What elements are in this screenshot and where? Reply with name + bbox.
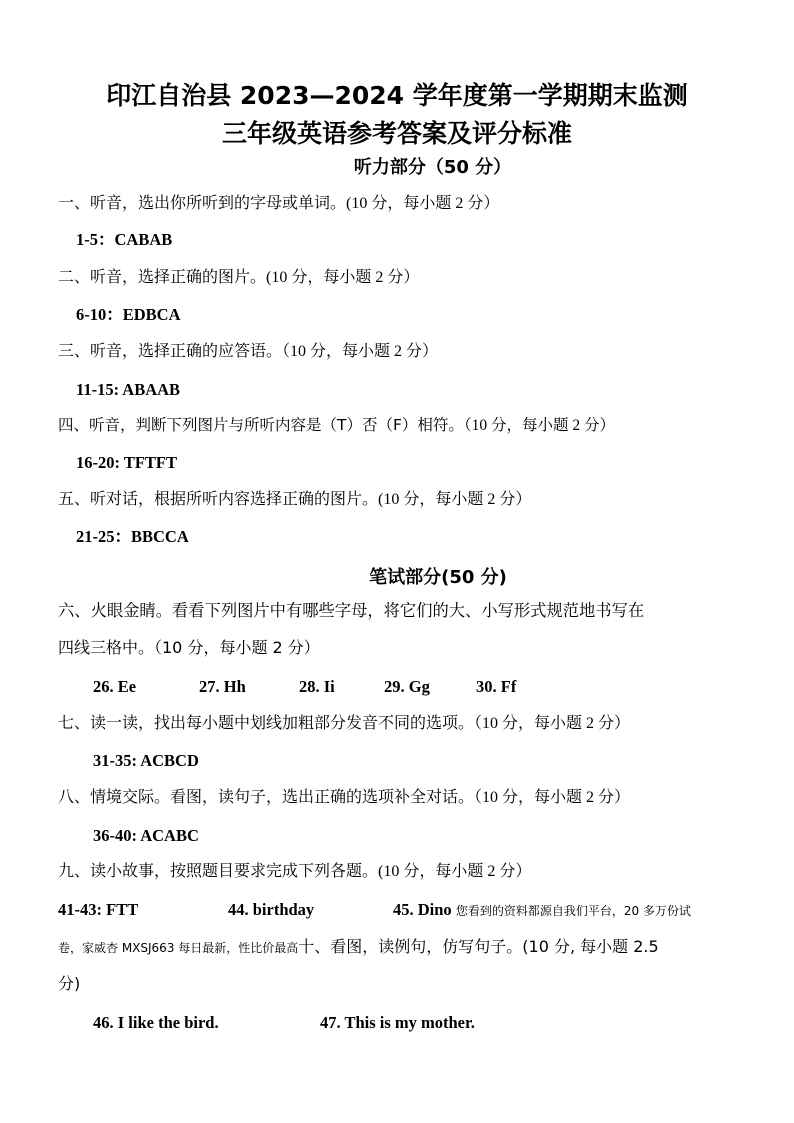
question-points: (10 分，每小题 2 分） bbox=[378, 491, 532, 508]
answer-45 bbox=[393, 900, 691, 920]
question-points: (10 分，每小题 2 分） bbox=[266, 269, 420, 286]
question-10-line bbox=[58, 936, 659, 959]
question-points: （10 分，每小题 2 分） bbox=[474, 789, 631, 806]
listening-section-title: 听力部分（50 分） bbox=[353, 157, 512, 178]
answer-29: 29. Gg bbox=[384, 677, 430, 696]
answer-4: 16-20: TFTFT bbox=[76, 453, 177, 472]
question-text: 三、听音，选择正确的应答语。 bbox=[58, 341, 283, 360]
question-7 bbox=[58, 712, 630, 735]
question-5 bbox=[58, 488, 531, 511]
question-8 bbox=[58, 786, 630, 809]
question-points: （10 分，每小题 2 分） bbox=[282, 343, 439, 360]
answer-46: 46. I like the bird. bbox=[93, 1013, 219, 1032]
answer-1: 1-5：CABAB bbox=[76, 230, 173, 249]
answer-31-35: 31-35: ACBCD bbox=[93, 751, 199, 770]
answer-27: 27. Hh bbox=[199, 677, 246, 696]
question-4 bbox=[58, 414, 615, 437]
question-points: （10 分，每小题 2 分） bbox=[474, 715, 631, 732]
question-points: （10 分，每小题 2 分） bbox=[463, 417, 616, 434]
question-2 bbox=[58, 266, 419, 289]
answer-47: 47. This is my mother. bbox=[320, 1013, 475, 1032]
question-3 bbox=[58, 340, 438, 363]
answer-26: 26. Ee bbox=[93, 677, 137, 696]
watermark-text-1: 您看到的资料都源自我们平台，20 多万份试 bbox=[455, 904, 691, 918]
question-points: (10 分，每小题 2 分） bbox=[378, 863, 532, 880]
answer-41-43: 41-43: FTT bbox=[58, 900, 139, 919]
question-text: 七、读一读，找出每小题中划线加粗部分发音不同的选项。 bbox=[58, 713, 475, 732]
question-1 bbox=[58, 192, 499, 215]
question-points: (10 分，每小题 2 分） bbox=[346, 195, 500, 212]
question-10-text: 十、看图，读例句，仿写句子。(10 分, 每小题 2.5 bbox=[298, 937, 659, 956]
answer-28: 28. Ii bbox=[299, 677, 335, 696]
question-10-text-end: 分) bbox=[58, 974, 81, 993]
writing-section-title: 笔试部分(50 分) bbox=[369, 567, 507, 588]
question-text: 二、听音，选择正确的图片。 bbox=[58, 267, 267, 286]
question-text: 五、听对话，根据所听内容选择正确的图片。 bbox=[58, 489, 379, 508]
question-text: 八、情境交际。看图，读句子，选出正确的选项补全对话。 bbox=[58, 787, 475, 806]
answer-45-text: 45. Dino bbox=[393, 900, 452, 919]
answer-44: 44. birthday bbox=[228, 900, 315, 919]
question-6-line-2: 四线三格中。（10 分，每小题 2 分） bbox=[58, 638, 320, 657]
question-text: 一、听音，选出你所听到的字母或单词。 bbox=[58, 193, 347, 212]
question-6-line-1: 六、火眼金睛。看看下列图片中有哪些字母，将它们的大、小写形式规范地书写在 bbox=[58, 601, 645, 620]
answer-3: 11-15: ABAAB bbox=[76, 380, 181, 399]
answer-5: 21-25：BBCCA bbox=[76, 527, 189, 546]
watermark-text-2: 卷，家威杏 MXSJ663 每日最新，性比价最高 bbox=[58, 941, 299, 955]
answer-36-40: 36-40: ACABC bbox=[93, 826, 199, 845]
question-text: 九、读小故事，按照题目要求完成下列各题。 bbox=[58, 861, 379, 880]
question-text: 四、听音，判断下列图片与所听内容是（T）否（F）相符。 bbox=[58, 416, 464, 434]
document-title: 印江自治县 2023—2024 学年度第一学期期末监测 bbox=[106, 81, 688, 110]
document-subtitle: 三年级英语参考答案及评分标准 bbox=[221, 119, 572, 148]
answer-30: 30. Ff bbox=[476, 677, 517, 696]
answer-2: 6-10：EDBCA bbox=[76, 305, 181, 324]
question-9 bbox=[58, 860, 531, 883]
